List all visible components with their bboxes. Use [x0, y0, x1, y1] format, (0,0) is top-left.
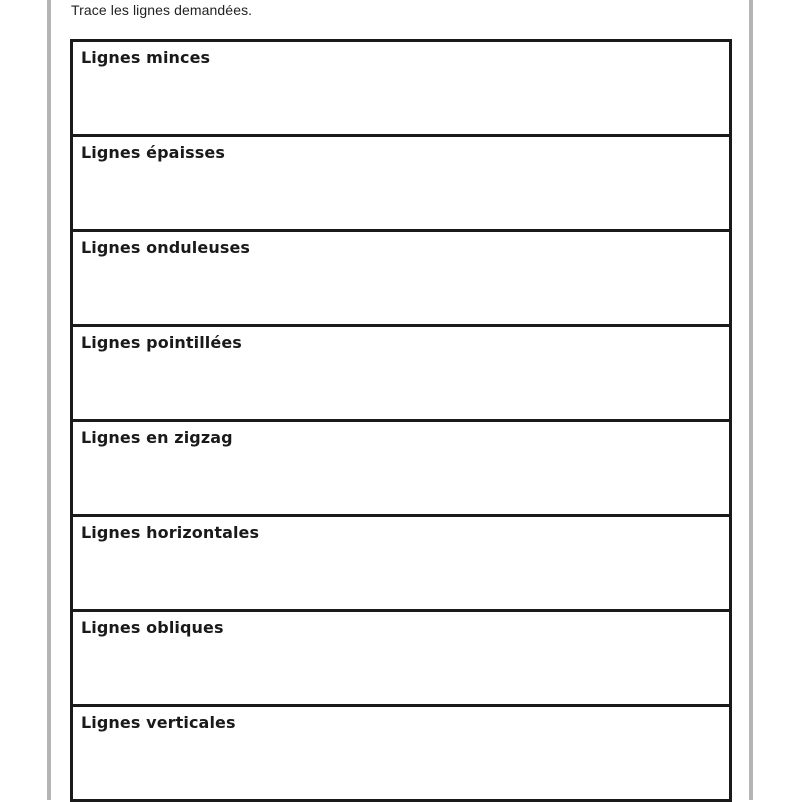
exercise-row-thin-lines[interactable]: [73, 42, 729, 137]
page-border-left: [47, 0, 51, 800]
exercise-row-zigzag-lines[interactable]: [73, 422, 729, 517]
row-label: Lignes minces: [81, 48, 211, 67]
exercise-row-wavy-lines[interactable]: [73, 232, 729, 327]
row-label: Lignes en zigzag: [81, 428, 233, 447]
row-label: Lignes verticales: [81, 713, 236, 732]
exercise-row-dotted-lines[interactable]: [73, 327, 729, 422]
exercise-row-thick-lines[interactable]: [73, 137, 729, 232]
exercise-grid: [70, 39, 732, 802]
exercise-row-vertical-lines[interactable]: [73, 707, 729, 802]
exercise-row-oblique-lines[interactable]: [73, 612, 729, 707]
page-border-right: [749, 0, 753, 800]
row-label: Lignes épaisses: [81, 143, 225, 162]
exercise-row-horizontal-lines[interactable]: [73, 517, 729, 612]
row-label: Lignes horizontales: [81, 523, 260, 542]
row-label: Lignes onduleuses: [81, 238, 251, 257]
instruction-text: Trace les lignes demandées.: [71, 2, 253, 18]
row-label: Lignes pointillées: [81, 333, 242, 352]
row-label: Lignes obliques: [81, 618, 224, 637]
